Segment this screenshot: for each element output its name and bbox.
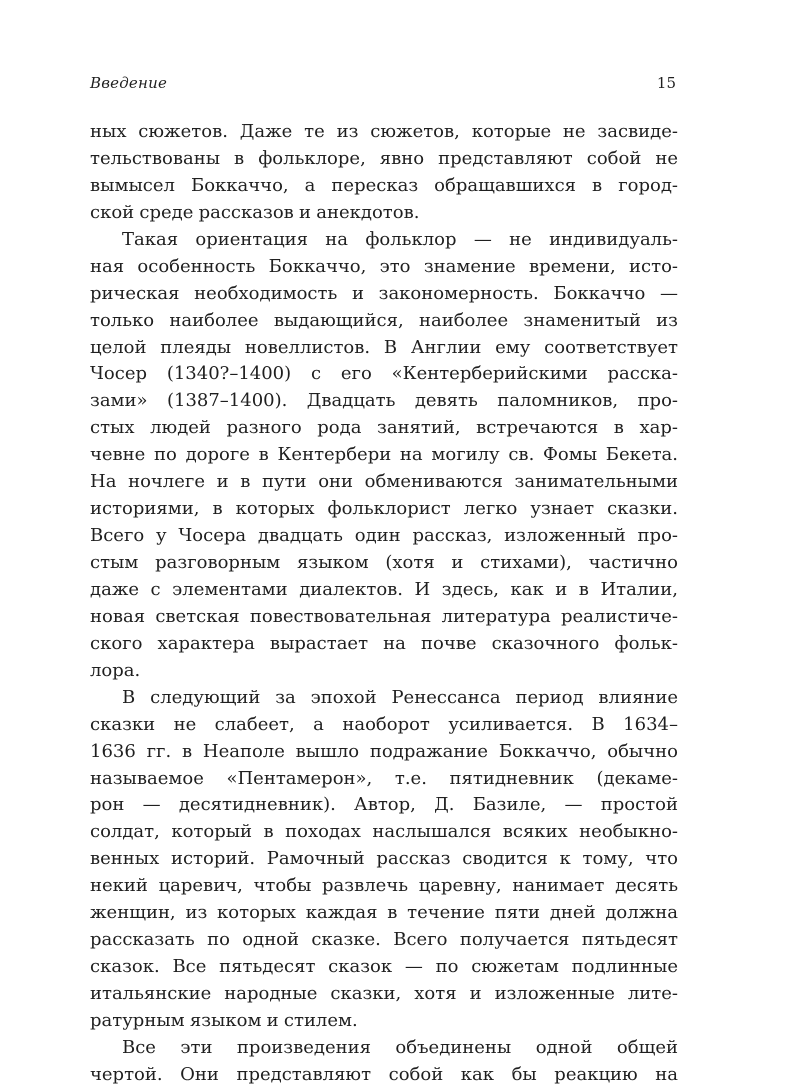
text-line: сказки не слабеет, а наоборот усиливается. В 1634– (90, 713, 678, 735)
body-text (90, 119, 678, 1089)
text-line: женщин, из которых каждая в течение пяти дней должна (90, 902, 678, 924)
text-line: называемое «Пентамерон», т.е. пятидневник (декаме- (90, 767, 678, 789)
text-line: стым разговорным языком (хотя и стихами), частично (90, 552, 678, 573)
text-line: венных историй. Рамочный рассказ сводится к тому, что (90, 848, 678, 870)
text-line: целой плеяды новеллистов. В Англии ему соответствует (90, 336, 678, 358)
text-line: ратурным языком и стилем. (90, 1009, 358, 1031)
text-line: В следующий за эпохой Ренессанса период влияние (122, 686, 678, 708)
text-line: рон — десятидневник). Автор, Д. Базиле, — простой (90, 794, 678, 816)
text-line: только наиболее выдающийся, наиболее знаменитый из (90, 309, 678, 331)
text-line: историями, в которых фольклорист легко узнает сказки. (90, 498, 678, 520)
text-line: рассказать по одной сказке. Всего получается пятьдесят (90, 929, 678, 951)
page-header (90, 74, 680, 96)
text-line: стых людей разного рода занятий, встречаются в хар- (90, 417, 678, 439)
text-line: новая светская повествовательная литература реалистиче- (90, 605, 678, 627)
running-head: Введение (90, 74, 168, 92)
text-line: Всего у Чосера двадцать один рассказ, изложенный про- (90, 525, 678, 547)
text-line: тельствованы в фольклоре, явно представляют собой не (90, 147, 678, 169)
text-line: 1636 гг. в Неаполе вышло подражание Боккаччо, обычно (90, 740, 678, 762)
text-line: вымысел Боккаччо, а пересказ обращавшихся в город- (90, 174, 678, 196)
text-line: сказок. Все пятьдесят сказок — по сюжетам подлинные (90, 956, 678, 978)
text-line: рическая необходимость и закономерность. Боккаччо — (90, 282, 678, 304)
text-line: ской среде рассказов и анекдотов. (90, 201, 420, 223)
text-line: Все эти произведения объединены одной общей (122, 1036, 678, 1058)
text-line: зами» (1387–1400). Двадцать девять паломников, про- (90, 390, 678, 412)
text-line: На ночлеге и в пути они обмениваются занимательными (90, 471, 678, 493)
text-line: даже с элементами диалектов. И здесь, как и в Италии, (90, 578, 678, 600)
text-line: чертой. Они представляют собой как бы реакцию на (90, 1063, 678, 1085)
text-line: солдат, который в походах наслышался всяких необыкно- (90, 821, 678, 843)
page-number: 15 (656, 74, 676, 92)
text-line: Чосер (1340?–1400) с его «Кентерберийскими расска- (90, 363, 678, 385)
text-line: ных сюжетов. Даже те из сюжетов, которые не засвиде- (90, 121, 678, 142)
text-line: ского характера вырастает на почве сказочного фольк- (90, 632, 678, 654)
text-line: итальянские народные сказки, хотя и изложенные лите- (90, 983, 678, 1004)
text-line: некий царевич, чтобы развлечь царевну, нанимает десять (90, 875, 678, 897)
text-line: ная особенность Боккаччо, это знамение времени, исто- (90, 255, 678, 277)
text-line: лора. (90, 659, 141, 681)
text-line: Такая ориентация на фольклор — не индивидуаль- (122, 228, 678, 250)
text-line: чевне по дороге в Кентербери на могилу св. Фомы Бекета. (90, 444, 678, 466)
